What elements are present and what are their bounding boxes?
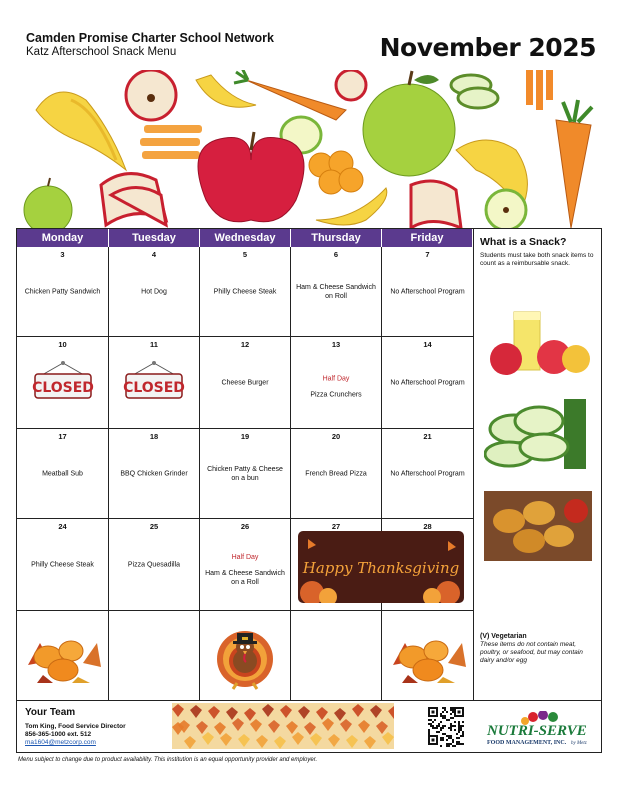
green-apple-icon bbox=[363, 71, 455, 176]
menu-item bbox=[21, 287, 104, 296]
calendar-day-cell bbox=[200, 519, 291, 611]
calendar-day-cell bbox=[109, 337, 200, 429]
decor-cell bbox=[109, 611, 200, 701]
day-header-friday: Friday bbox=[382, 229, 473, 247]
closed-sign-text: CLOSED bbox=[123, 380, 185, 396]
calendar-day-cell bbox=[382, 337, 473, 429]
menu-item-text: No Afterschool Program bbox=[390, 470, 465, 477]
calendar-day-cell bbox=[109, 429, 200, 519]
chicken-nuggets-image bbox=[484, 491, 592, 561]
vegetarian-note bbox=[480, 633, 598, 665]
calendar-day-cell bbox=[17, 519, 109, 611]
day-header-thursday: Thursday bbox=[291, 229, 382, 247]
day-number: 14 bbox=[423, 340, 432, 349]
pumpkins-icon bbox=[23, 625, 103, 685]
menu-item-text: BBQ Chicken Grinder bbox=[120, 470, 188, 477]
apple-slices-icon bbox=[101, 174, 166, 225]
menu-item bbox=[386, 287, 469, 296]
menu-item-text: Cheese Burger bbox=[221, 379, 269, 386]
menu-item bbox=[113, 469, 195, 478]
day-number: 6 bbox=[333, 250, 339, 259]
menu-item-text: Philly Cheese Steak bbox=[213, 288, 277, 295]
cucumber-slices-image bbox=[484, 399, 592, 469]
calendar-day-cell bbox=[109, 247, 200, 337]
apple-slice-icon bbox=[486, 190, 526, 228]
day-number: 3 bbox=[60, 250, 65, 259]
month-title: November 2025 bbox=[379, 33, 596, 62]
autumn-leaves-image bbox=[172, 703, 394, 749]
calendar-day-cell bbox=[382, 247, 473, 337]
vegetarian-title: (V) Vegetarian bbox=[480, 633, 527, 640]
menu-item-text: Chicken Patty Sandwich bbox=[24, 288, 101, 295]
menu-item bbox=[204, 287, 286, 296]
logo-tag-text: by Metz bbox=[571, 741, 587, 746]
menu-item bbox=[204, 553, 286, 587]
menu-item bbox=[386, 469, 469, 478]
menu-item-text: French Bread Pizza bbox=[305, 470, 367, 477]
half-day-label: Half Day bbox=[231, 553, 259, 561]
day-number: 26 bbox=[240, 522, 250, 531]
calendar-grid bbox=[16, 228, 474, 701]
director-name: Tom King, Food Service Director bbox=[25, 723, 126, 730]
day-number: 4 bbox=[151, 250, 157, 259]
day-number: 28 bbox=[423, 522, 432, 531]
footer bbox=[16, 701, 602, 753]
day-number: 13 bbox=[331, 340, 341, 349]
org-name: Camden Promise Charter School Network bbox=[26, 31, 274, 45]
calendar-day-cell bbox=[109, 519, 200, 611]
pumpkins-icon bbox=[388, 625, 468, 685]
day-number: 21 bbox=[423, 432, 432, 441]
day-number: 25 bbox=[149, 522, 159, 531]
menu-item-text: Ham & Cheese Sandwich on a Roll bbox=[205, 569, 285, 586]
apple-slices-icon bbox=[411, 181, 461, 228]
menu-item-text: Hot Dog bbox=[141, 288, 167, 295]
turkey-icon bbox=[213, 621, 277, 691]
decor-cell bbox=[382, 611, 473, 701]
fruit-banner-illustration bbox=[16, 70, 602, 228]
menu-item bbox=[204, 465, 286, 483]
qr-code-icon[interactable] bbox=[426, 703, 466, 749]
day-number: 7 bbox=[425, 250, 430, 259]
vegetarian-text: These items do not contain meat, poultry, or seafood, but may contain dairy and/or egg bbox=[480, 641, 583, 664]
menu-item-text: No Afterschool Program bbox=[390, 288, 465, 295]
closed-sign-text: CLOSED bbox=[31, 380, 94, 396]
email-link[interactable]: ma1604@metzcorp.com bbox=[25, 739, 96, 746]
apple-slice-icon bbox=[336, 70, 366, 100]
calendar-day-cell bbox=[291, 337, 382, 429]
menu-item-text: Philly Cheese Steak bbox=[31, 561, 94, 568]
calendar-day-cell bbox=[291, 429, 382, 519]
team-title: Your Team bbox=[25, 707, 76, 718]
half-day-label: Half Day bbox=[322, 374, 350, 382]
page-header bbox=[26, 31, 596, 71]
menu-item bbox=[113, 287, 195, 296]
apple-slice-icon bbox=[126, 70, 176, 120]
menu-item bbox=[295, 283, 377, 301]
calendar-day-cell bbox=[382, 429, 473, 519]
logo-main-text: NUTRI-SERVE bbox=[487, 723, 587, 739]
calendar-day-cell bbox=[200, 429, 291, 519]
cucumber-slice-icon bbox=[451, 75, 498, 108]
snack-sidebar bbox=[474, 228, 602, 701]
calendar-day-cell bbox=[291, 247, 382, 337]
calendar-day-cell bbox=[17, 429, 109, 519]
phone-number: 856-365-1000 ext. 512 bbox=[25, 731, 92, 738]
calendar-day-cell bbox=[17, 247, 109, 337]
menu-item-text: Pizza Quesadilla bbox=[127, 561, 181, 568]
day-number: 19 bbox=[240, 432, 250, 441]
carrot-sticks-icon bbox=[526, 70, 553, 110]
decor-cell bbox=[17, 611, 109, 701]
day-header-monday: Monday bbox=[17, 229, 109, 247]
green-apple-icon bbox=[24, 178, 72, 228]
menu-item bbox=[295, 469, 377, 478]
day-number: 27 bbox=[331, 522, 341, 531]
thanksgiving-text: Happy Thanksgiving bbox=[302, 559, 460, 577]
disclaimer: Menu subject to change due to product availability. This institution is an equal opportunity provider and employer. bbox=[18, 757, 318, 763]
decor-cell bbox=[200, 611, 291, 701]
nutri-serve-logo bbox=[485, 711, 595, 747]
menu-item-text: Ham & Cheese Sandwich on Roll bbox=[296, 283, 376, 300]
carrot-icon bbox=[556, 100, 592, 228]
day-number: 17 bbox=[58, 432, 67, 441]
menu-item-text: No Afterschool Program bbox=[390, 379, 465, 386]
day-number: 5 bbox=[242, 250, 248, 259]
menu-item-text: Meatball Sub bbox=[42, 470, 83, 477]
day-number: 24 bbox=[58, 522, 67, 531]
carrot-icon bbox=[234, 70, 346, 120]
cheese-sticks-icon bbox=[140, 125, 202, 159]
closed-sign-icon bbox=[32, 361, 94, 401]
day-number: 11 bbox=[150, 340, 158, 349]
menu-item bbox=[113, 560, 195, 569]
juice-and-apples-image bbox=[484, 307, 592, 377]
happy-thanksgiving-banner bbox=[298, 531, 464, 603]
menu-item-text: Chicken Patty & Cheese on a bun bbox=[207, 465, 283, 482]
menu-item bbox=[21, 560, 104, 569]
orange-pieces-icon bbox=[309, 151, 363, 194]
day-number: 18 bbox=[149, 432, 159, 441]
menu-title: Katz Afterschool Snack Menu bbox=[26, 46, 177, 58]
menu-item-text: Pizza Crunchers bbox=[310, 390, 362, 398]
red-apple-icon bbox=[198, 132, 304, 222]
menu-item bbox=[204, 378, 286, 387]
team-info bbox=[25, 707, 126, 746]
calendar-day-cell bbox=[17, 337, 109, 429]
logo-sub-text: FOOD MANAGEMENT, INC. bbox=[487, 740, 567, 746]
menu-item bbox=[386, 378, 469, 387]
day-number: 20 bbox=[331, 432, 341, 441]
menu-item bbox=[21, 469, 104, 478]
calendar-day-cell bbox=[200, 337, 291, 429]
menu-item bbox=[295, 374, 377, 399]
sidebar-title: What is a Snack? bbox=[480, 236, 567, 248]
day-header-wednesday: Wednesday bbox=[200, 229, 291, 247]
day-number: 12 bbox=[240, 340, 250, 349]
calendar-day-cell bbox=[200, 247, 291, 337]
banana-icon bbox=[36, 92, 126, 170]
sidebar-note: Students must take both snack items to count as a reimbursable snack. bbox=[480, 252, 594, 267]
closed-sign-icon bbox=[123, 361, 185, 401]
day-header-tuesday: Tuesday bbox=[109, 229, 200, 247]
decor-cell bbox=[291, 611, 382, 701]
day-number: 10 bbox=[58, 340, 67, 349]
